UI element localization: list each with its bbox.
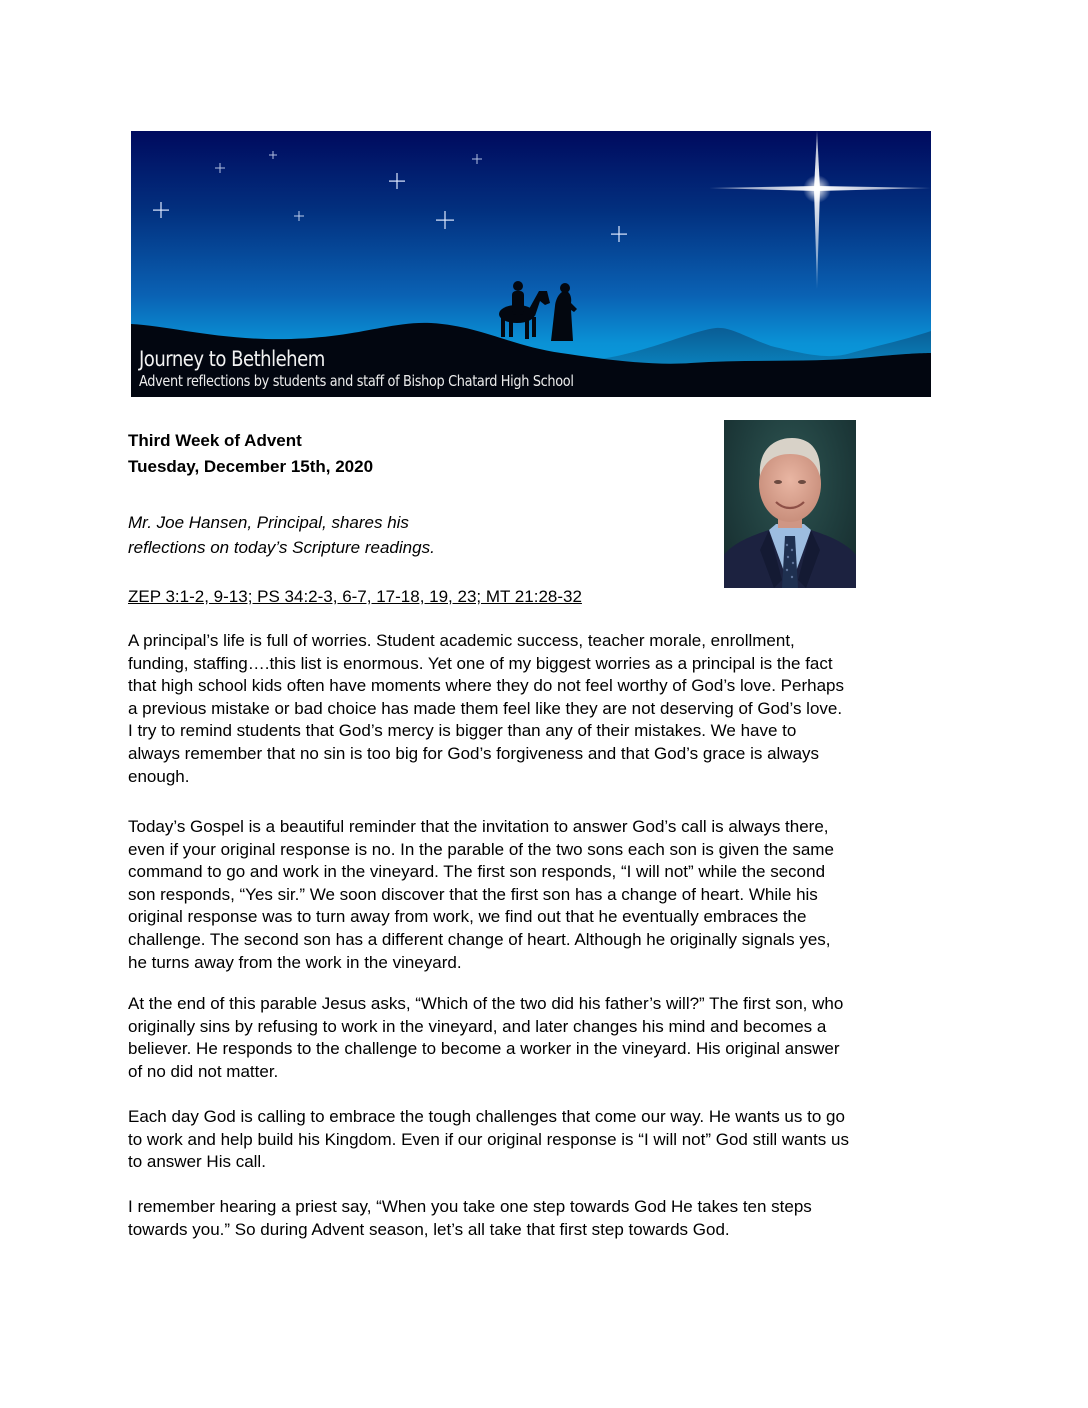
paragraph-line: that high school kids often have moments where they do not feel worthy of God’s love. Perhaps <box>128 676 844 696</box>
scripture-reference-link[interactable]: ZEP 3:1-2, 9-13; PS 34:2-3, 6-7, 17-18, 19, 23; MT 21:28-32 <box>128 587 582 606</box>
bethlehem-star-icon <box>709 131 931 289</box>
intro-line: Mr. Joe Hansen, Principal, shares his <box>128 513 409 532</box>
paragraph-line: believer. He responds to the challenge to become a worker in the vineyard. His original answer <box>128 1039 840 1059</box>
small-stars <box>153 151 627 242</box>
paragraph-line: Each day God is calling to embrace the tough challenges that come our way. He wants us to go <box>128 1107 845 1126</box>
paragraph-line: I remember hearing a priest say, “When you take one step towards God He takes ten steps <box>128 1197 812 1216</box>
reflection-paragraph <box>128 630 958 788</box>
paragraph-line: I try to remind students that God’s mercy is bigger than any of their mistakes. We have to <box>128 721 797 741</box>
paragraph-line: A principal’s life is full of worries. Student academic success, teacher morale, enrollment, <box>128 631 795 650</box>
paragraph-line: challenge. The second son has a different change of heart. Although he originally signals yes, <box>128 929 831 949</box>
reflection-paragraph <box>128 816 958 974</box>
intro-line: reflections on today’s Scripture readings. <box>128 538 435 557</box>
principal-portrait-photo <box>724 420 856 588</box>
paragraph-line: always remember that no sin is too big for God’s forgiveness and that God’s grace is always <box>128 743 820 763</box>
paragraph-line: Today’s Gospel is a beautiful reminder that the invitation to answer God’s call is always there, <box>128 817 829 836</box>
paragraph-line: to work and help build his Kingdom. Even if our original response is “I will not” God still wants us <box>128 1129 849 1149</box>
banner-title: Journey to Bethlehem <box>139 347 325 371</box>
star-icon <box>472 154 482 164</box>
paragraph-line: original response was to turn away from work, we find out that he eventually embraces the <box>128 907 807 927</box>
star-icon <box>269 151 277 159</box>
paragraph-line: towards you.” So during Advent season, let’s all take that first step towards God. <box>128 1219 730 1239</box>
star-icon <box>215 163 225 173</box>
reflection-paragraph <box>128 1196 958 1241</box>
paragraph-line: a previous mistake or bad choice has made them feel like they are not deserving of God’s love. <box>128 698 843 718</box>
star-icon <box>389 173 405 189</box>
paragraph-line: At the end of this parable Jesus asks, “Which of the two did his father’s will?” The first son, who <box>128 994 844 1013</box>
date-heading: Tuesday, December 15th, 2020 <box>128 457 374 476</box>
paragraph-line: originally sins by refusing to work in the vineyard, and later changes his mind and becomes a <box>128 1016 827 1036</box>
journey-to-bethlehem-banner <box>131 131 931 397</box>
paragraph-line: funding, staffing….this list is enormous. Yet one of my biggest worries as a principal is the fact <box>128 653 833 673</box>
paragraph-line: to answer His call. <box>128 1152 266 1172</box>
star-icon <box>153 202 169 218</box>
star-icon <box>611 226 627 242</box>
author-intro <box>128 510 435 560</box>
paragraph-line: of no did not matter. <box>128 1061 279 1081</box>
star-icon <box>436 211 454 229</box>
reflection-paragraph <box>128 993 958 1083</box>
paragraph-line: he turns away from the work in the vineyard. <box>128 952 462 972</box>
paragraph-line: enough. <box>128 766 190 786</box>
travelers-silhouette-icon <box>499 281 577 341</box>
paragraph-line: command to go and work in the vineyard. The first son responds, “I will not” while the second <box>128 862 826 882</box>
paragraph-line: son responds, “Yes sir.” We soon discover that the first son has a change of heart. While his <box>128 884 818 904</box>
paragraph-line: even if your original response is no. In the parable of the two sons each son is given the same <box>128 839 834 859</box>
portrait-artwork <box>724 420 856 588</box>
banner-subtitle: Advent reflections by students and staff of Bishop Chatard High School <box>139 372 574 390</box>
week-heading: Third Week of Advent <box>128 431 302 450</box>
reflection-paragraph <box>128 1106 958 1174</box>
star-icon <box>294 211 304 221</box>
